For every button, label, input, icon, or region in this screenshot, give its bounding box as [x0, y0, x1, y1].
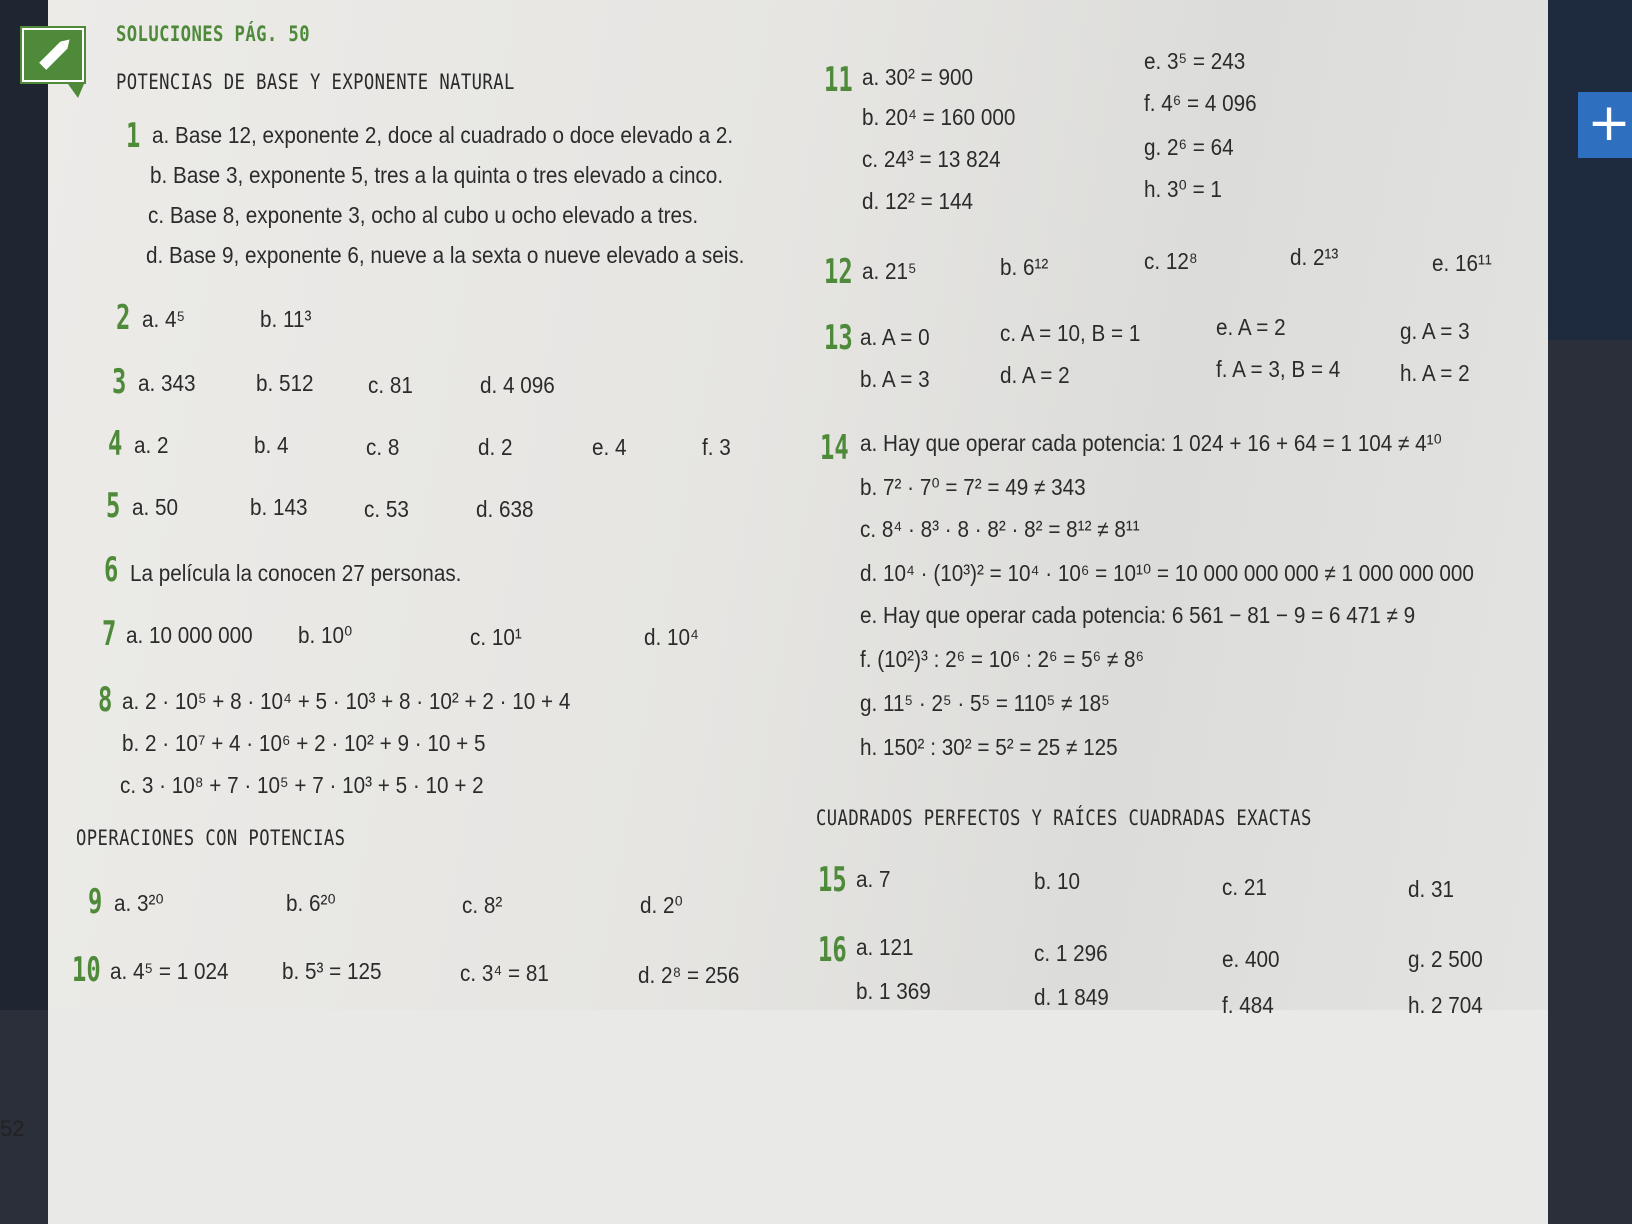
answer-12e: e. 16¹¹: [1432, 250, 1492, 276]
answer-10d: d. 2⁸ = 256: [638, 962, 740, 988]
answer-11c: c. 24³ = 13 824: [862, 146, 1001, 172]
answer-13d: d. A = 2: [1000, 362, 1070, 388]
answer-14b: b. 7² · 7⁰ = 7² = 49 ≠ 343: [860, 474, 1086, 500]
answer-8c: c. 3 · 10⁸ + 7 · 10⁵ + 7 · 10³ + 5 · 10 + 2: [120, 772, 484, 798]
answer-4b: b. 4: [254, 432, 289, 458]
answer-13f: f. A = 3, B = 4: [1216, 356, 1341, 382]
answer-4f: f. 3: [702, 434, 731, 460]
answer-4a: a. 2: [134, 432, 169, 458]
answer-4d: d. 2: [478, 434, 513, 460]
answer-5c: c. 53: [364, 496, 409, 522]
exercise-number: 10: [72, 950, 101, 990]
exercise-number: 12: [824, 252, 853, 292]
answer-8a: a. 2 · 10⁵ + 8 · 10⁴ + 5 · 10³ + 8 · 10² + 2 · 10 + 4: [122, 688, 571, 714]
answer-16d: d. 1 849: [1034, 984, 1109, 1010]
answer-16g: g. 2 500: [1408, 946, 1483, 972]
exercise-number: 3: [112, 362, 127, 402]
solutions-title: SOLUCIONES PÁG. 50: [116, 22, 310, 46]
answer-1d: d. Base 9, exponente 6, nueve a la sexta o nueve elevado a seis.: [146, 242, 745, 268]
exercise-number: 15: [818, 860, 847, 900]
answer-13b: b. A = 3: [860, 366, 930, 392]
answer-14e: e. Hay que operar cada potencia: 6 561 − 81 − 9 = 6 471 ≠ 9: [860, 602, 1416, 628]
exercise-number: 9: [88, 882, 103, 922]
exercise-number: 11: [824, 60, 853, 100]
answer-2a: a. 4⁵: [142, 306, 186, 332]
exercise-number: 16: [818, 930, 847, 970]
answer-8b: b. 2 · 10⁷ + 4 · 10⁶ + 2 · 10² + 9 · 10 + 5: [122, 730, 486, 756]
answer-5a: a. 50: [132, 494, 179, 520]
exercise-number: 14: [820, 428, 849, 468]
answer-11b: b. 20⁴ = 160 000: [862, 104, 1016, 130]
answer-15b: b. 10: [1034, 868, 1081, 894]
answer-9b: b. 6²⁰: [286, 890, 336, 916]
answer-11g: g. 2⁶ = 64: [1144, 134, 1234, 160]
answer-15d: d. 31: [1408, 876, 1455, 902]
answer-15c: c. 21: [1222, 874, 1267, 900]
answer-3c: c. 81: [368, 372, 413, 398]
answer-10a: a. 4⁵ = 1 024: [110, 958, 229, 984]
exercise-number: 8: [98, 680, 113, 720]
answer-4c: c. 8: [366, 434, 400, 460]
answer-7a: a. 10 000 000: [126, 622, 253, 648]
answer-9d: d. 2⁰: [640, 892, 683, 918]
exercise-number: 5: [106, 486, 121, 526]
answer-2b: b. 11³: [260, 306, 312, 332]
answer-14h: h. 150² : 30² = 5² = 25 ≠ 125: [860, 734, 1118, 760]
answer-3a: a. 343: [138, 370, 196, 396]
answer-16f: f. 484: [1222, 992, 1274, 1018]
answer-16c: c. 1 296: [1034, 940, 1108, 966]
answer-1a: a. Base 12, exponente 2, doce al cuadrado o doce elevado a 2.: [152, 122, 734, 148]
answer-4e: e. 4: [592, 434, 627, 460]
answer-7d: d. 10⁴: [644, 624, 699, 650]
answer-3b: b. 512: [256, 370, 314, 396]
plus-icon: +: [1578, 92, 1632, 158]
answer-10c: c. 3⁴ = 81: [460, 960, 549, 986]
exercise-number: 13: [824, 318, 853, 358]
answer-13e: e. A = 2: [1216, 314, 1286, 340]
answer-5b: b. 143: [250, 494, 308, 520]
exercise-number: 7: [102, 614, 117, 654]
exercise-number: 6: [104, 550, 119, 590]
page-bottom-area: [48, 1010, 1548, 1224]
answer-14g: g. 11⁵ · 2⁵ · 5⁵ = 110⁵ ≠ 18⁵: [860, 690, 1110, 716]
answer-16a: a. 121: [856, 934, 914, 960]
answer-13a: a. A = 0: [860, 324, 930, 350]
answer-11f: f. 4⁶ = 4 096: [1144, 90, 1257, 116]
section-heading-squares: CUADRADOS PERFECTOS Y RAÍCES CUADRADAS EXACTAS: [816, 806, 1312, 830]
answer-12b: b. 6¹²: [1000, 254, 1049, 280]
answer-11a: a. 30² = 900: [862, 64, 974, 90]
exercise-number: 4: [108, 424, 123, 464]
answer-13g: g. A = 3: [1400, 318, 1470, 344]
answer-11h: h. 3⁰ = 1: [1144, 176, 1222, 202]
answer-1c: c. Base 8, exponente 3, ocho al cubo u ocho elevado a tres.: [148, 202, 699, 228]
answer-7c: c. 10¹: [470, 624, 522, 650]
section-heading-powers: POTENCIAS DE BASE Y EXPONENTE NATURAL: [116, 70, 515, 94]
answer-14c: c. 8⁴ · 8³ · 8 · 8² · 8² = 8¹² ≠ 8¹¹: [860, 516, 1140, 542]
answer-9a: a. 3²⁰: [114, 890, 164, 916]
answer-6: La película la conocen 27 personas.: [130, 560, 462, 586]
answer-1b: b. Base 3, exponente 5, tres a la quinta o tres elevado a cinco.: [150, 162, 724, 188]
answer-10b: b. 5³ = 125: [282, 958, 382, 984]
answer-7b: b. 10⁰: [298, 622, 353, 648]
answer-16b: b. 1 369: [856, 978, 931, 1004]
answer-13h: h. A = 2: [1400, 360, 1470, 386]
section-heading-operations: OPERACIONES CON POTENCIAS: [76, 826, 346, 850]
exercise-number: 2: [116, 298, 131, 338]
pencil-icon: [18, 14, 102, 98]
answer-9c: c. 8²: [462, 892, 503, 918]
answer-12c: c. 12⁸: [1144, 248, 1198, 274]
answer-13c: c. A = 10, B = 1: [1000, 320, 1141, 346]
answer-14a: a. Hay que operar cada potencia: 1 024 + 16 + 64 = 1 104 ≠ 4¹⁰: [860, 430, 1442, 456]
exercise-number: 1: [126, 116, 141, 156]
answer-3d: d. 4 096: [480, 372, 555, 398]
answer-12a: a. 21⁵: [862, 258, 917, 284]
answer-16h: h. 2 704: [1408, 992, 1483, 1018]
page-number: 52: [0, 1116, 25, 1141]
answer-11d: d. 12² = 144: [862, 188, 974, 214]
answer-14d: d. 10⁴ · (10³)² = 10⁴ · 10⁶ = 10¹⁰ = 10 000 000 000 ≠ 1 000 000 000: [860, 560, 1474, 586]
answer-12d: d. 2¹³: [1290, 244, 1339, 270]
answer-5d: d. 638: [476, 496, 534, 522]
answer-15a: a. 7: [856, 866, 891, 892]
answer-14f: f. (10²)³ : 2⁶ = 10⁶ : 2⁶ = 5⁶ ≠ 8⁶: [860, 646, 1145, 672]
answer-11e: e. 3⁵ = 243: [1144, 48, 1246, 74]
answer-16e: e. 400: [1222, 946, 1280, 972]
